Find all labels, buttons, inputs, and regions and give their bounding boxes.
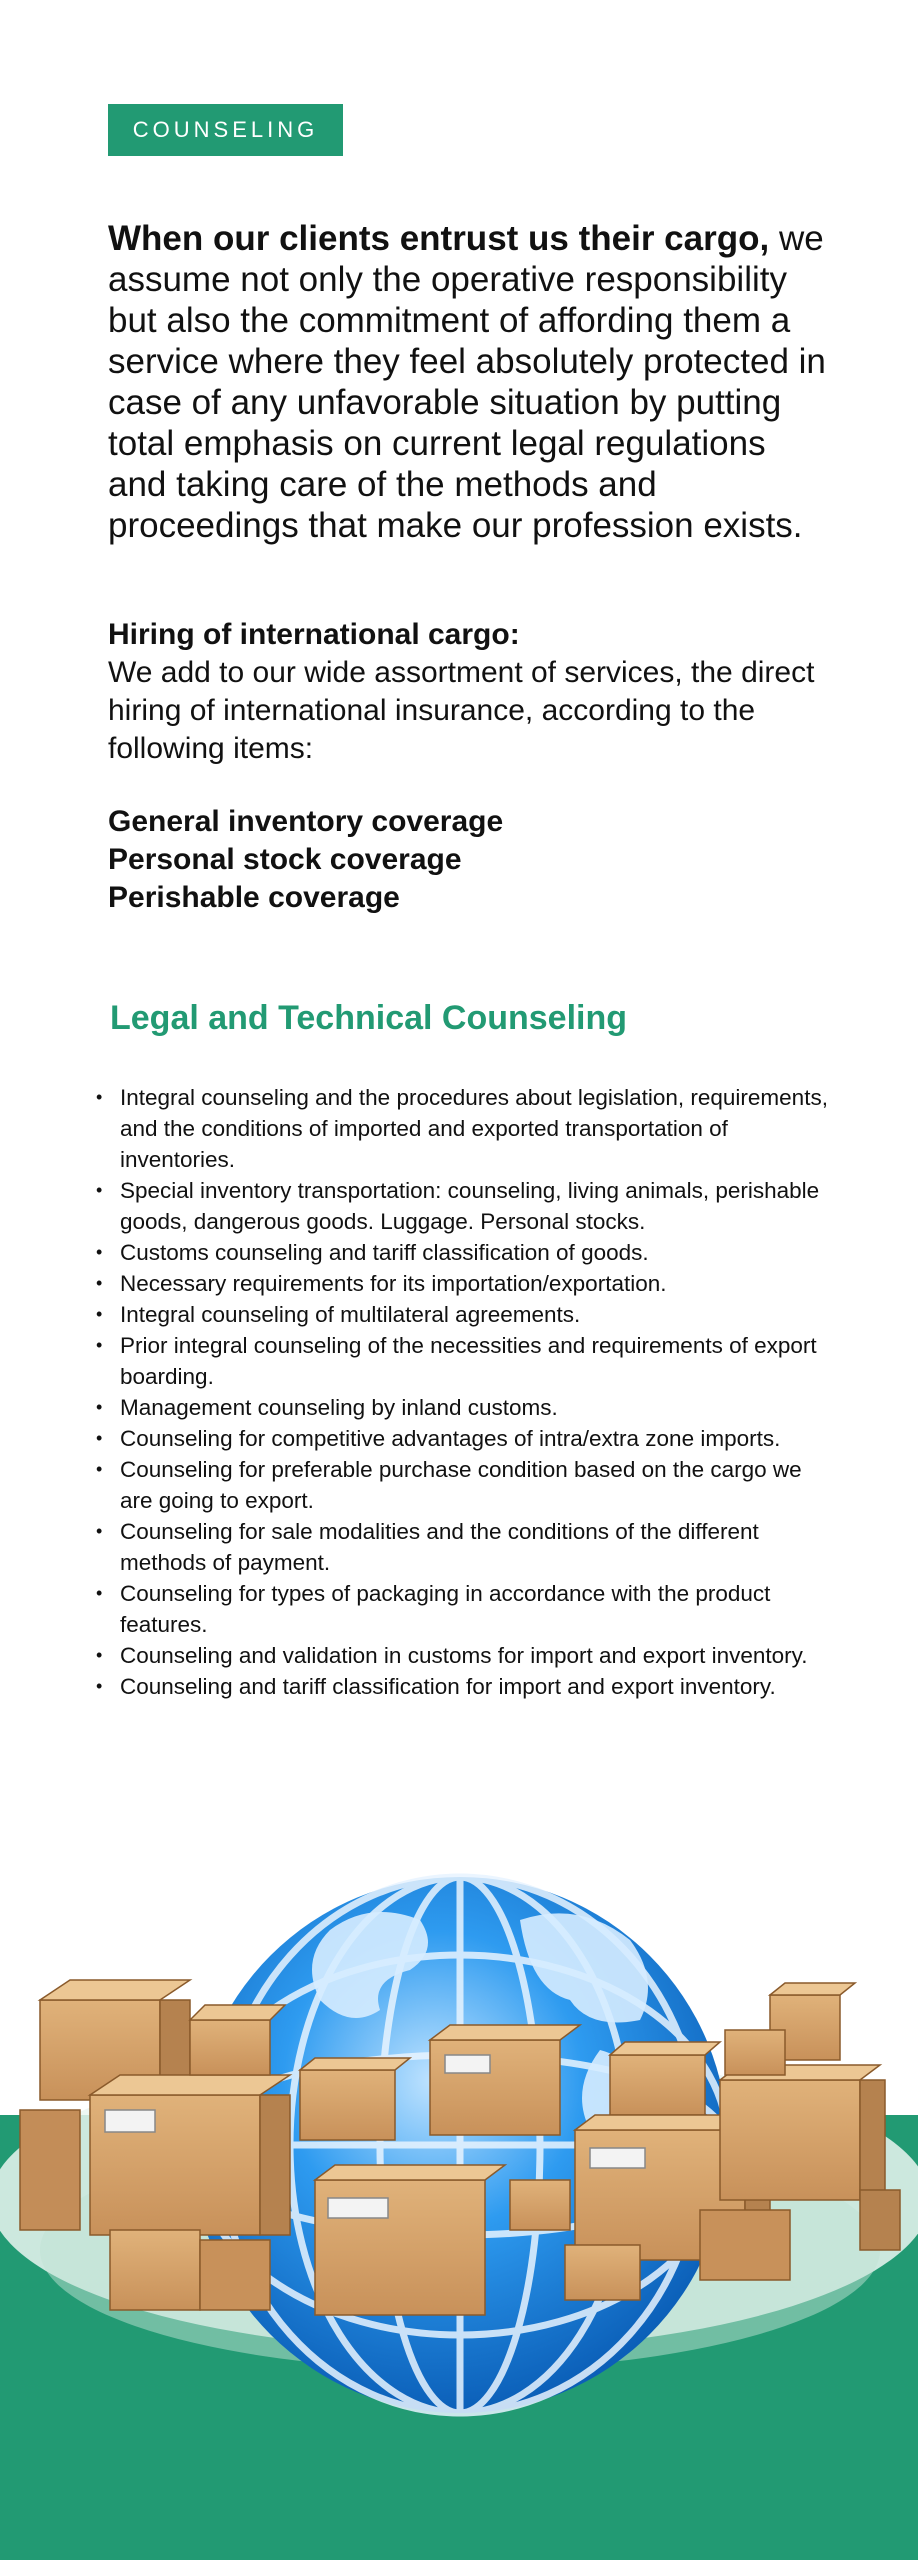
coverage-item: General inventory coverage — [108, 805, 504, 838]
box — [110, 2230, 270, 2310]
hiring-text: We add to our wide assortment of services, the direct hiring of international insurance, according to the following items: — [108, 656, 815, 765]
box — [720, 2065, 885, 2200]
list-item: • Customs counseling and tariff classification of goods. — [96, 1237, 836, 1268]
counseling-list — [96, 1082, 836, 1702]
list-item: • Integral counseling of multilateral agreements. — [96, 1299, 836, 1330]
box — [610, 2042, 720, 2115]
box — [725, 2030, 785, 2075]
box — [300, 2058, 410, 2140]
box — [510, 2180, 570, 2230]
box — [190, 2005, 285, 2075]
list-item: • Management counseling by inland customs. — [96, 1392, 836, 1423]
coverage-item: Perishable coverage — [108, 881, 400, 914]
badge-label: COUNSELING — [132, 117, 319, 142]
list-item: • Special inventory transportation: counseling, living animals, perishable goods, dangerous goods. Luggage. Personal stocks. — [96, 1175, 836, 1237]
illustration-svg — [0, 1780, 918, 2560]
list-item: • Counseling for sale modalities and the conditions of the different methods of payment. — [96, 1516, 836, 1578]
box — [430, 2025, 580, 2135]
box — [315, 2165, 505, 2315]
intro-lead: When our clients entrust us their cargo, — [108, 219, 770, 258]
list-item: • Counseling and validation in customs for import and export inventory. — [96, 1640, 836, 1671]
box — [700, 2210, 790, 2280]
list-item: • Counseling for types of packaging in accordance with the product features. — [96, 1578, 836, 1640]
globe-boxes-illustration — [0, 1780, 918, 2560]
list-item: • Counseling for preferable purchase condition based on the cargo we are going to export. — [96, 1454, 836, 1516]
list-item: • Necessary requirements for its importation/exportation. — [96, 1268, 836, 1299]
box — [860, 2190, 900, 2250]
box — [20, 2110, 80, 2230]
intro-paragraph — [108, 218, 828, 546]
hiring-title: Hiring of international cargo: — [108, 618, 520, 651]
legal-section-title: Legal and Technical Counseling — [110, 999, 628, 1037]
intro-rest: we assume not only the operative responsibility but also the commitment of affording them a service where they feel absolutely protected in case of any unfavorable situation by putting total emphasis on current legal regulations and taking care of the methods and proceedings that make our profession exists. — [108, 219, 826, 545]
list-item: • Prior integral counseling of the necessities and requirements of export boarding. — [96, 1330, 836, 1392]
box — [565, 2245, 640, 2300]
list-item: • Counseling for competitive advantages of intra/extra zone imports. — [96, 1423, 836, 1454]
box — [90, 2075, 290, 2235]
coverage-item: Personal stock coverage — [108, 843, 462, 876]
section-badge — [108, 104, 343, 156]
list-item: • Counseling and tariff classification for import and export inventory. — [96, 1671, 836, 1702]
coverage-list — [108, 803, 828, 917]
list-item: • Integral counseling and the procedures about legislation, requirements, and the conditions of imported and exported transportation of inventories. — [96, 1082, 836, 1175]
